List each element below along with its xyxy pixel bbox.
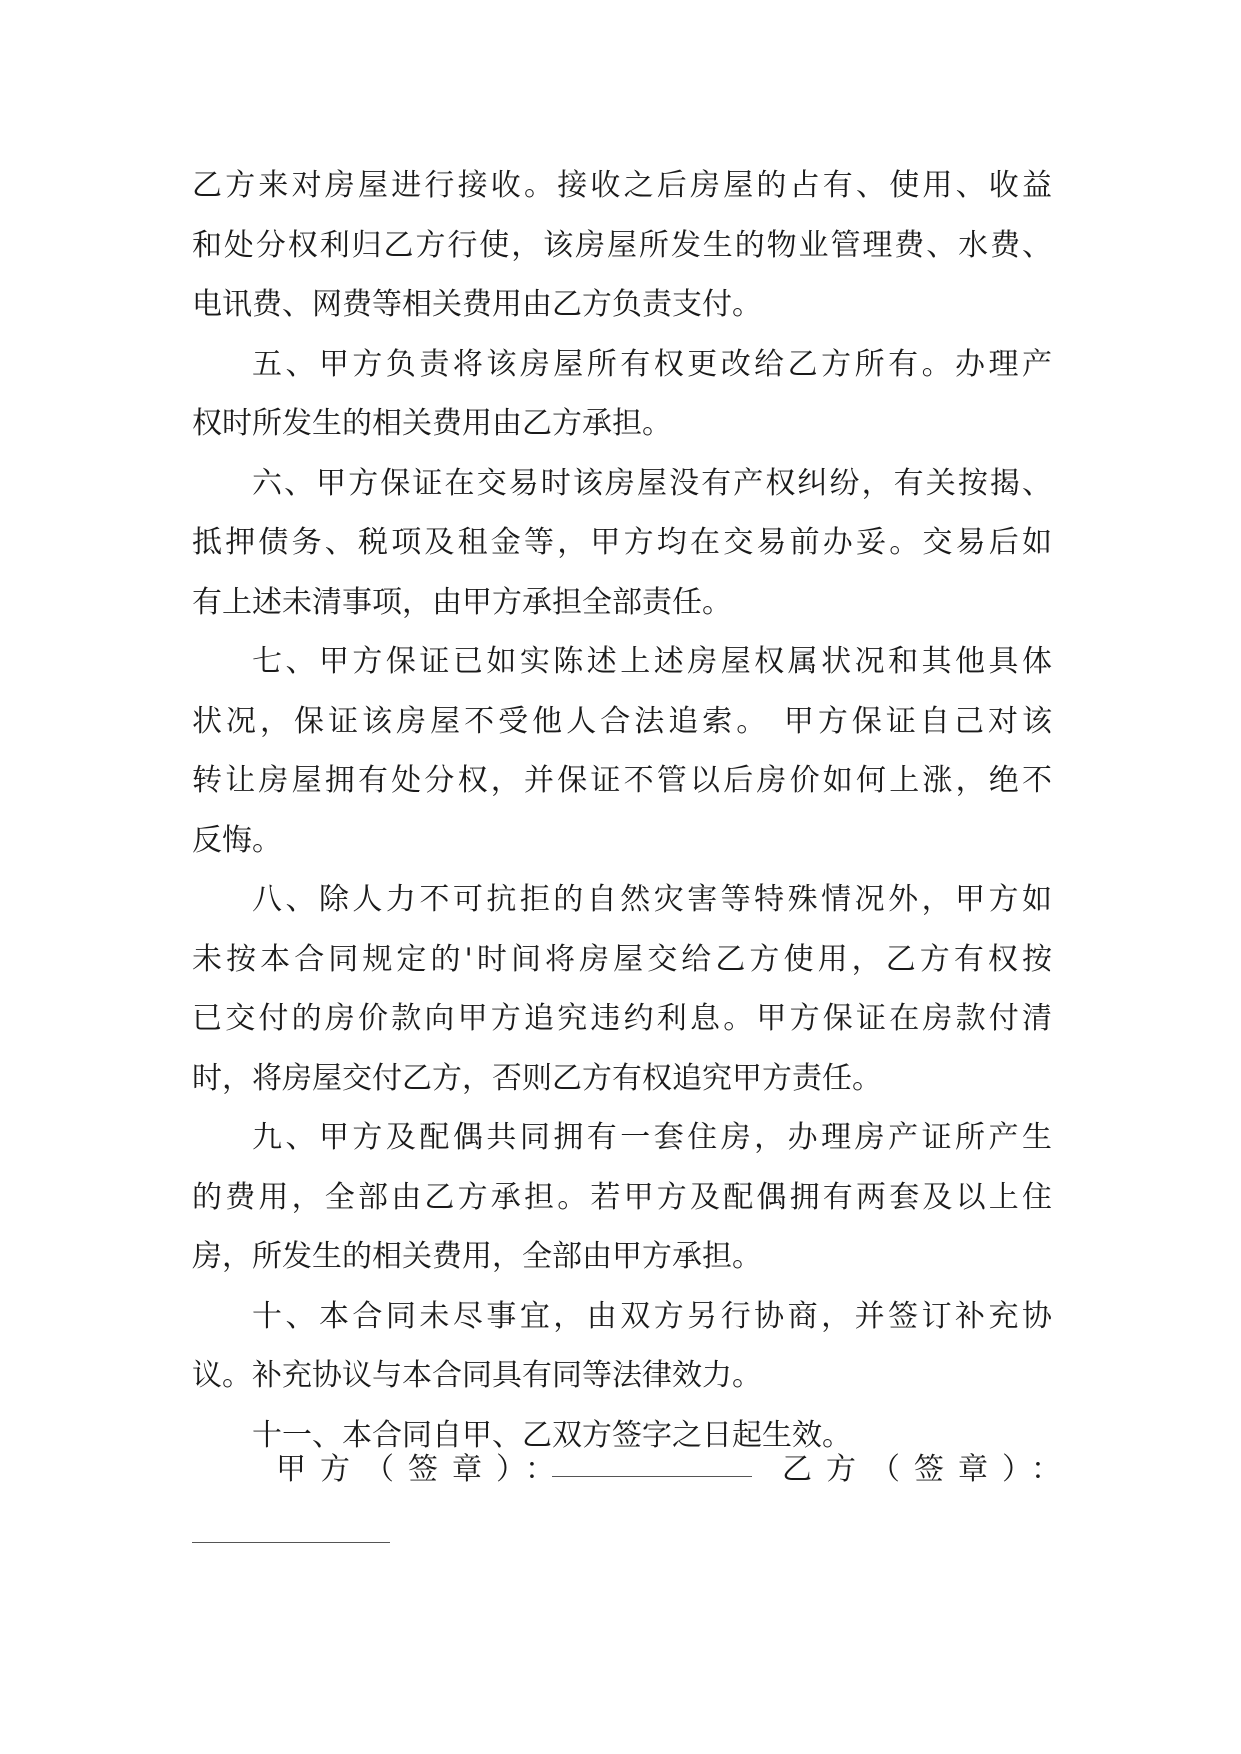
clause-5-line: 五、甲方负责将该房屋所有权更改给乙方所有。办理产: [252, 346, 1052, 382]
text-line: 乙方来对房屋进行接收。接收之后房屋的占有、使用、收益: [192, 168, 1052, 203]
party-a-signature-line[interactable]: [552, 1476, 752, 1477]
text-line: 房，所发生的相关费用，全部由甲方承担。: [192, 1239, 762, 1274]
text-line: 已交付的房价款向甲方追究违约利息。甲方保证在房款付清: [192, 1001, 1052, 1036]
contract-body: [192, 156, 1052, 1465]
text-line: 权时所发生的相关费用由乙方承担。: [192, 406, 672, 441]
clause-10-line: 十、本合同未尽事宜，由双方另行协商，并签订补充协: [252, 1298, 1052, 1334]
text-line: 转让房屋拥有处分权，并保证不管以后房价如何上涨，绝不: [192, 763, 1052, 798]
clause-7-line: 七、甲方保证已如实陈述上述房屋权属状况和其他具体: [252, 644, 1052, 679]
text-line: 的费用，全部由乙方承担。若甲方及配偶拥有两套及以上住: [192, 1179, 1052, 1215]
text-line: 反悔。: [192, 822, 282, 858]
party-b-signature-line[interactable]: [192, 1542, 390, 1543]
text-line: 议。补充协议与本合同具有同等法律效力。: [192, 1358, 762, 1393]
text-line: 状况，保证该房屋不受他人合法追索。 甲方保证自己对该: [192, 703, 1052, 739]
party-a-signature-label: 甲方（签章）：: [276, 1452, 569, 1487]
clause-11-line: 十一、本合同自甲、乙双方签字之日起生效。: [252, 1417, 852, 1453]
party-b-signature-label: 乙方（签章）：: [782, 1452, 1075, 1487]
text-line: 抵押债务、税项及租金等，甲方均在交易前办妥。交易后如: [192, 525, 1052, 560]
text-line: 和处分权利归乙方行使，该房屋所发生的物业管理费、水费、: [192, 227, 1052, 263]
clause-8-line: 八、除人力不可抗拒的自然灾害等特殊情况外，甲方如: [252, 882, 1052, 917]
clause-6-line: 六、甲方保证在交易时该房屋没有产权纠纷，有关按揭、: [252, 465, 1052, 501]
text-line: 电讯费、网费等相关费用由乙方负责支付。: [192, 287, 762, 322]
text-line: 时，将房屋交付乙方，否则乙方有权追究甲方责任。: [192, 1060, 882, 1096]
text-line: 有上述未清事项，由甲方承担全部责任。: [192, 584, 732, 620]
text-line: 未按本合同规定的'时间将房屋交给乙方使用，乙方有权按: [192, 941, 1052, 977]
signature-row: [276, 1430, 1075, 1490]
clause-9-line: 九、甲方及配偶共同拥有一套住房，办理房产证所产生: [252, 1120, 1052, 1155]
